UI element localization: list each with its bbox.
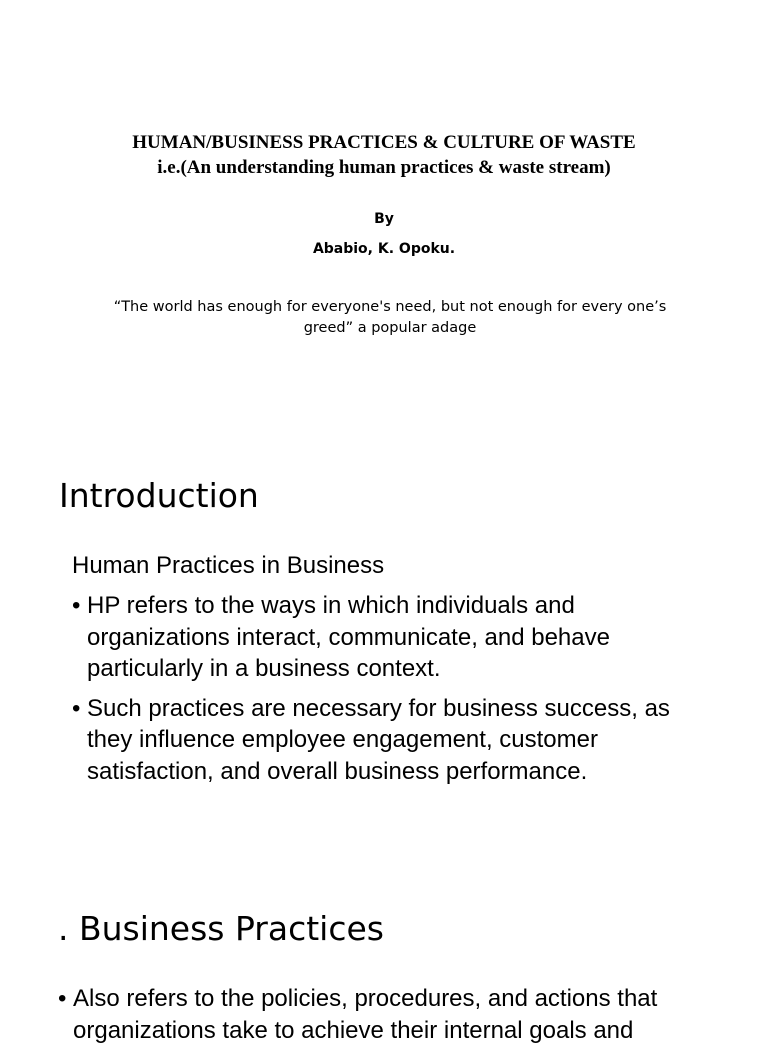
introduction-heading: Introduction xyxy=(59,476,259,515)
business-practices-heading: . Business Practices xyxy=(58,909,384,948)
title-line-main: HUMAN/BUSINESS PRACTICES & CULTURE OF WASTE xyxy=(132,132,636,153)
list-item xyxy=(72,693,717,788)
list-item xyxy=(58,983,753,1046)
bullet-icon: • xyxy=(58,985,67,1012)
list-item xyxy=(72,590,717,685)
byline-author: Ababio, K. Opoku. xyxy=(312,241,456,257)
epigraph-quote: “The world has enough for everyone's need, but not enough for every one’s greed” a popular adage xyxy=(113,299,667,336)
introduction-bullet-list xyxy=(72,590,717,795)
bullet-text: HP refers to the ways in which individuals and organizations interact, communicate, and behave particularly in a business context. xyxy=(87,592,610,682)
bullet-icon: • xyxy=(72,592,81,619)
introduction-subheading: Human Practices in Business xyxy=(72,552,385,579)
bullet-text: Also refers to the policies, procedures, and actions that organizations take to achieve their internal goals and xyxy=(73,985,658,1044)
bullet-text: Such practices are necessary for business success, as they influence employee engagement, customer satisfaction, and overall business performance. xyxy=(87,694,670,785)
business-practices-bullet-list xyxy=(58,983,753,1054)
bullet-icon: • xyxy=(72,694,81,722)
document-title xyxy=(0,130,768,180)
title-line-subtitle: i.e.(An understanding human practices & waste stream) xyxy=(157,157,611,178)
byline-by: By xyxy=(374,211,394,227)
